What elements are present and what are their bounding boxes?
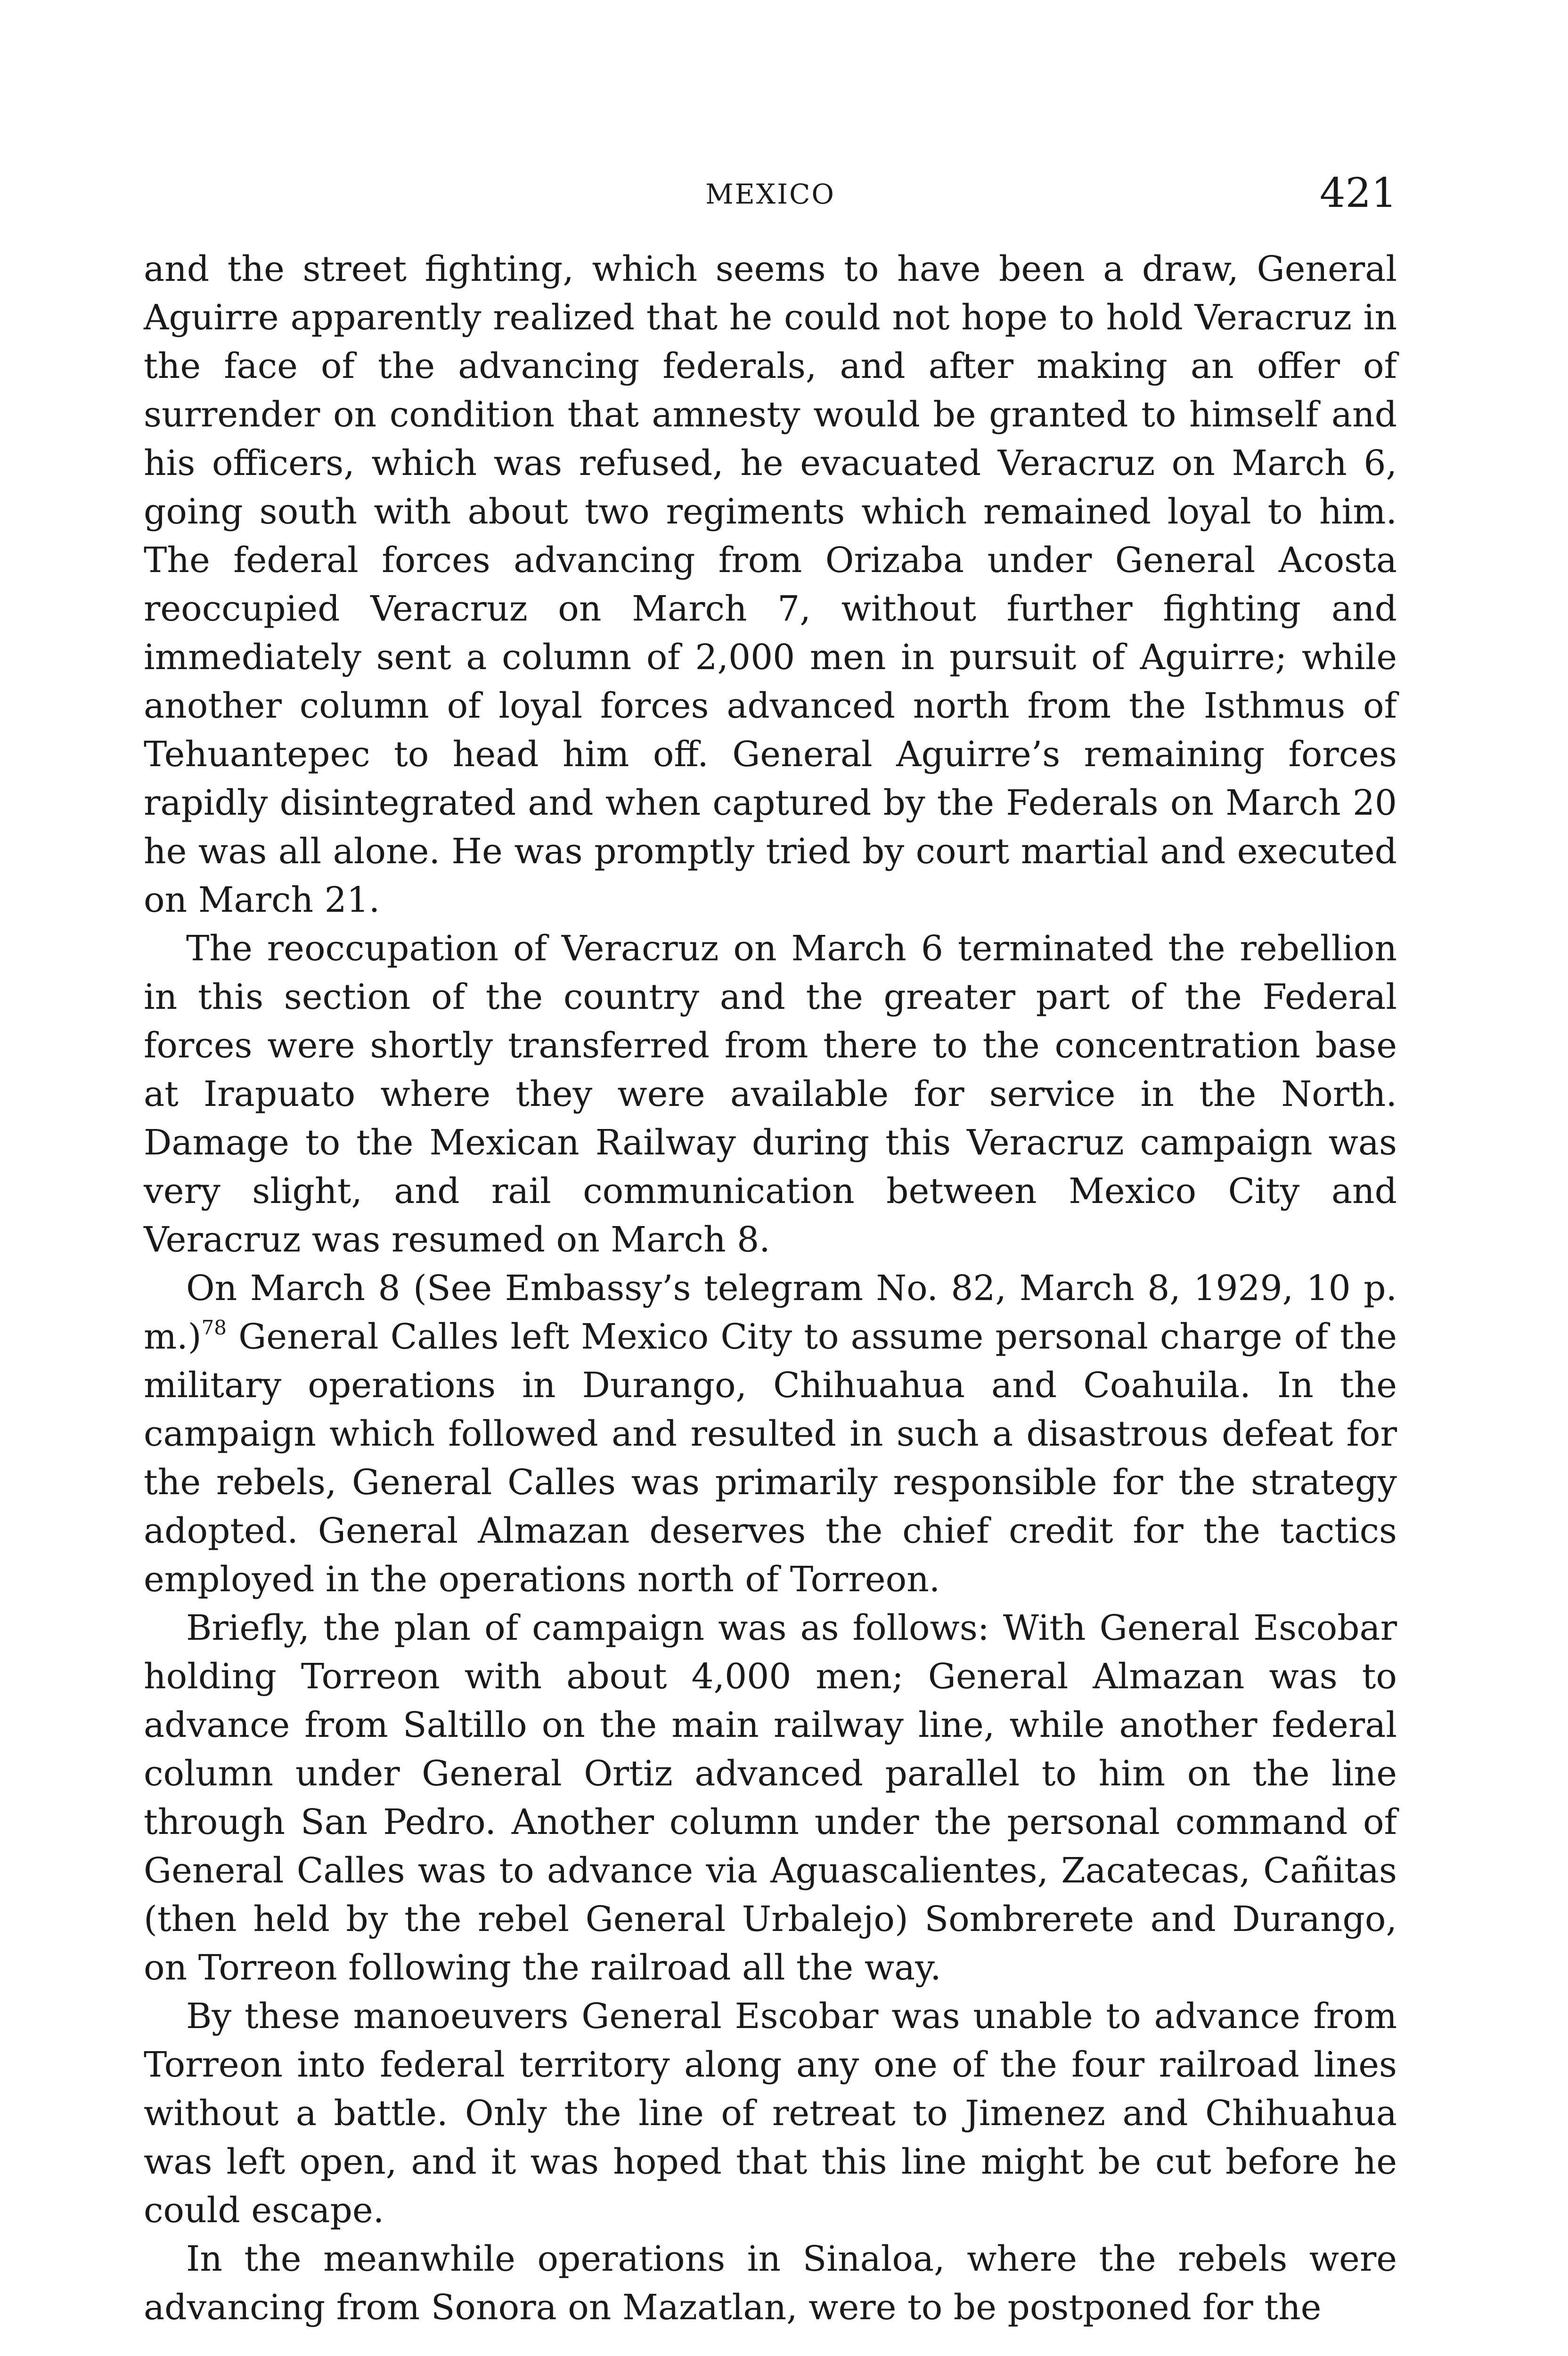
- paragraph-3-text-start: On March 8 (See Embassy’s telegram No. 82, March 8, 1929, 10 p. m.): [144, 1268, 1397, 1357]
- paragraph-3-text-end: General Calles left Mexico City to assume personal charge of the military operations in Durango, Chihuahua and Coahuila. In the campaign which followed and resulted in such a disastrous defeat for the rebels, General Calles was primarily responsible for the strategy adopted. General Almazan deserves the chief credit for the tactics employed in the operations north of Torreon.: [144, 1317, 1397, 1600]
- document-page: [144, 0, 1397, 2356]
- page-header: [144, 170, 1397, 221]
- paragraph-2: The reoccupation of Veracruz on March 6 terminated the rebellion in this section of the country and the greater part of the Federal forces were shortly transferred from there to the concentration base at Irapuato where they were available for service in the North. Damage to the Mexican Railway during this Veracruz campaign was very slight, and rail communication between Mexico City and Veracruz was resumed on March 8.: [144, 928, 1397, 1260]
- body-text: [144, 245, 1397, 2332]
- paragraph-3: [144, 1264, 1397, 1604]
- footnote-reference[interactable]: 78: [201, 1316, 227, 1339]
- paragraph-1: and the street fighting, which seems to have been a draw, General Aguirre apparently realized that he could not hope to hold Veracruz in the face of the advancing federals, and after making an offer of surrender on condition that amnesty would be granted to himself and his officers, which was refused, he evacuated Veracruz on March 6, going south with about two regiments which remained loyal to him. The federal forces advancing from Orizaba under General Acosta reoccupied Veracruz on March 7, without further fighting and immediately sent a column of 2,000 men in pursuit of Aguirre; while another column of loyal forces advanced north from the Isthmus of Tehuantepec to head him off. General Aguirre’s remaining forces rapidly disintegrated and when captured by the Federals on March 20 he was all alone. He was promptly tried by court martial and executed on March 21.: [144, 249, 1397, 920]
- page-number: 421: [1319, 170, 1397, 217]
- paragraph-5: By these manoeuvers General Escobar was unable to advance from Torreon into federal territory along any one of the four railroad lines without a battle. Only the line of retreat to Jimenez and Chihuahua was left open, and it was hoped that this line might be cut before he could escape.: [144, 1996, 1397, 2231]
- paragraph-6: In the meanwhile operations in Sinaloa, where the rebels were advancing from Sonora on Mazatlan, were to be postponed for the: [144, 2239, 1397, 2328]
- running-title: MEXICO: [705, 178, 835, 210]
- paragraph-4: Briefly, the plan of campaign was as follows: With General Escobar holding Torreon with about 4,000 men; General Almazan was to advance from Saltillo on the main railway line, while another federal column under General Ortiz advanced parallel to him on the line through San Pedro. Another column under the personal command of General Calles was to advance via Aguascalientes, Zacatecas, Cañitas (then held by the rebel General Urbalejo) Sombrerete and Durango, on Torreon following the railroad all the way.: [144, 1608, 1397, 1988]
